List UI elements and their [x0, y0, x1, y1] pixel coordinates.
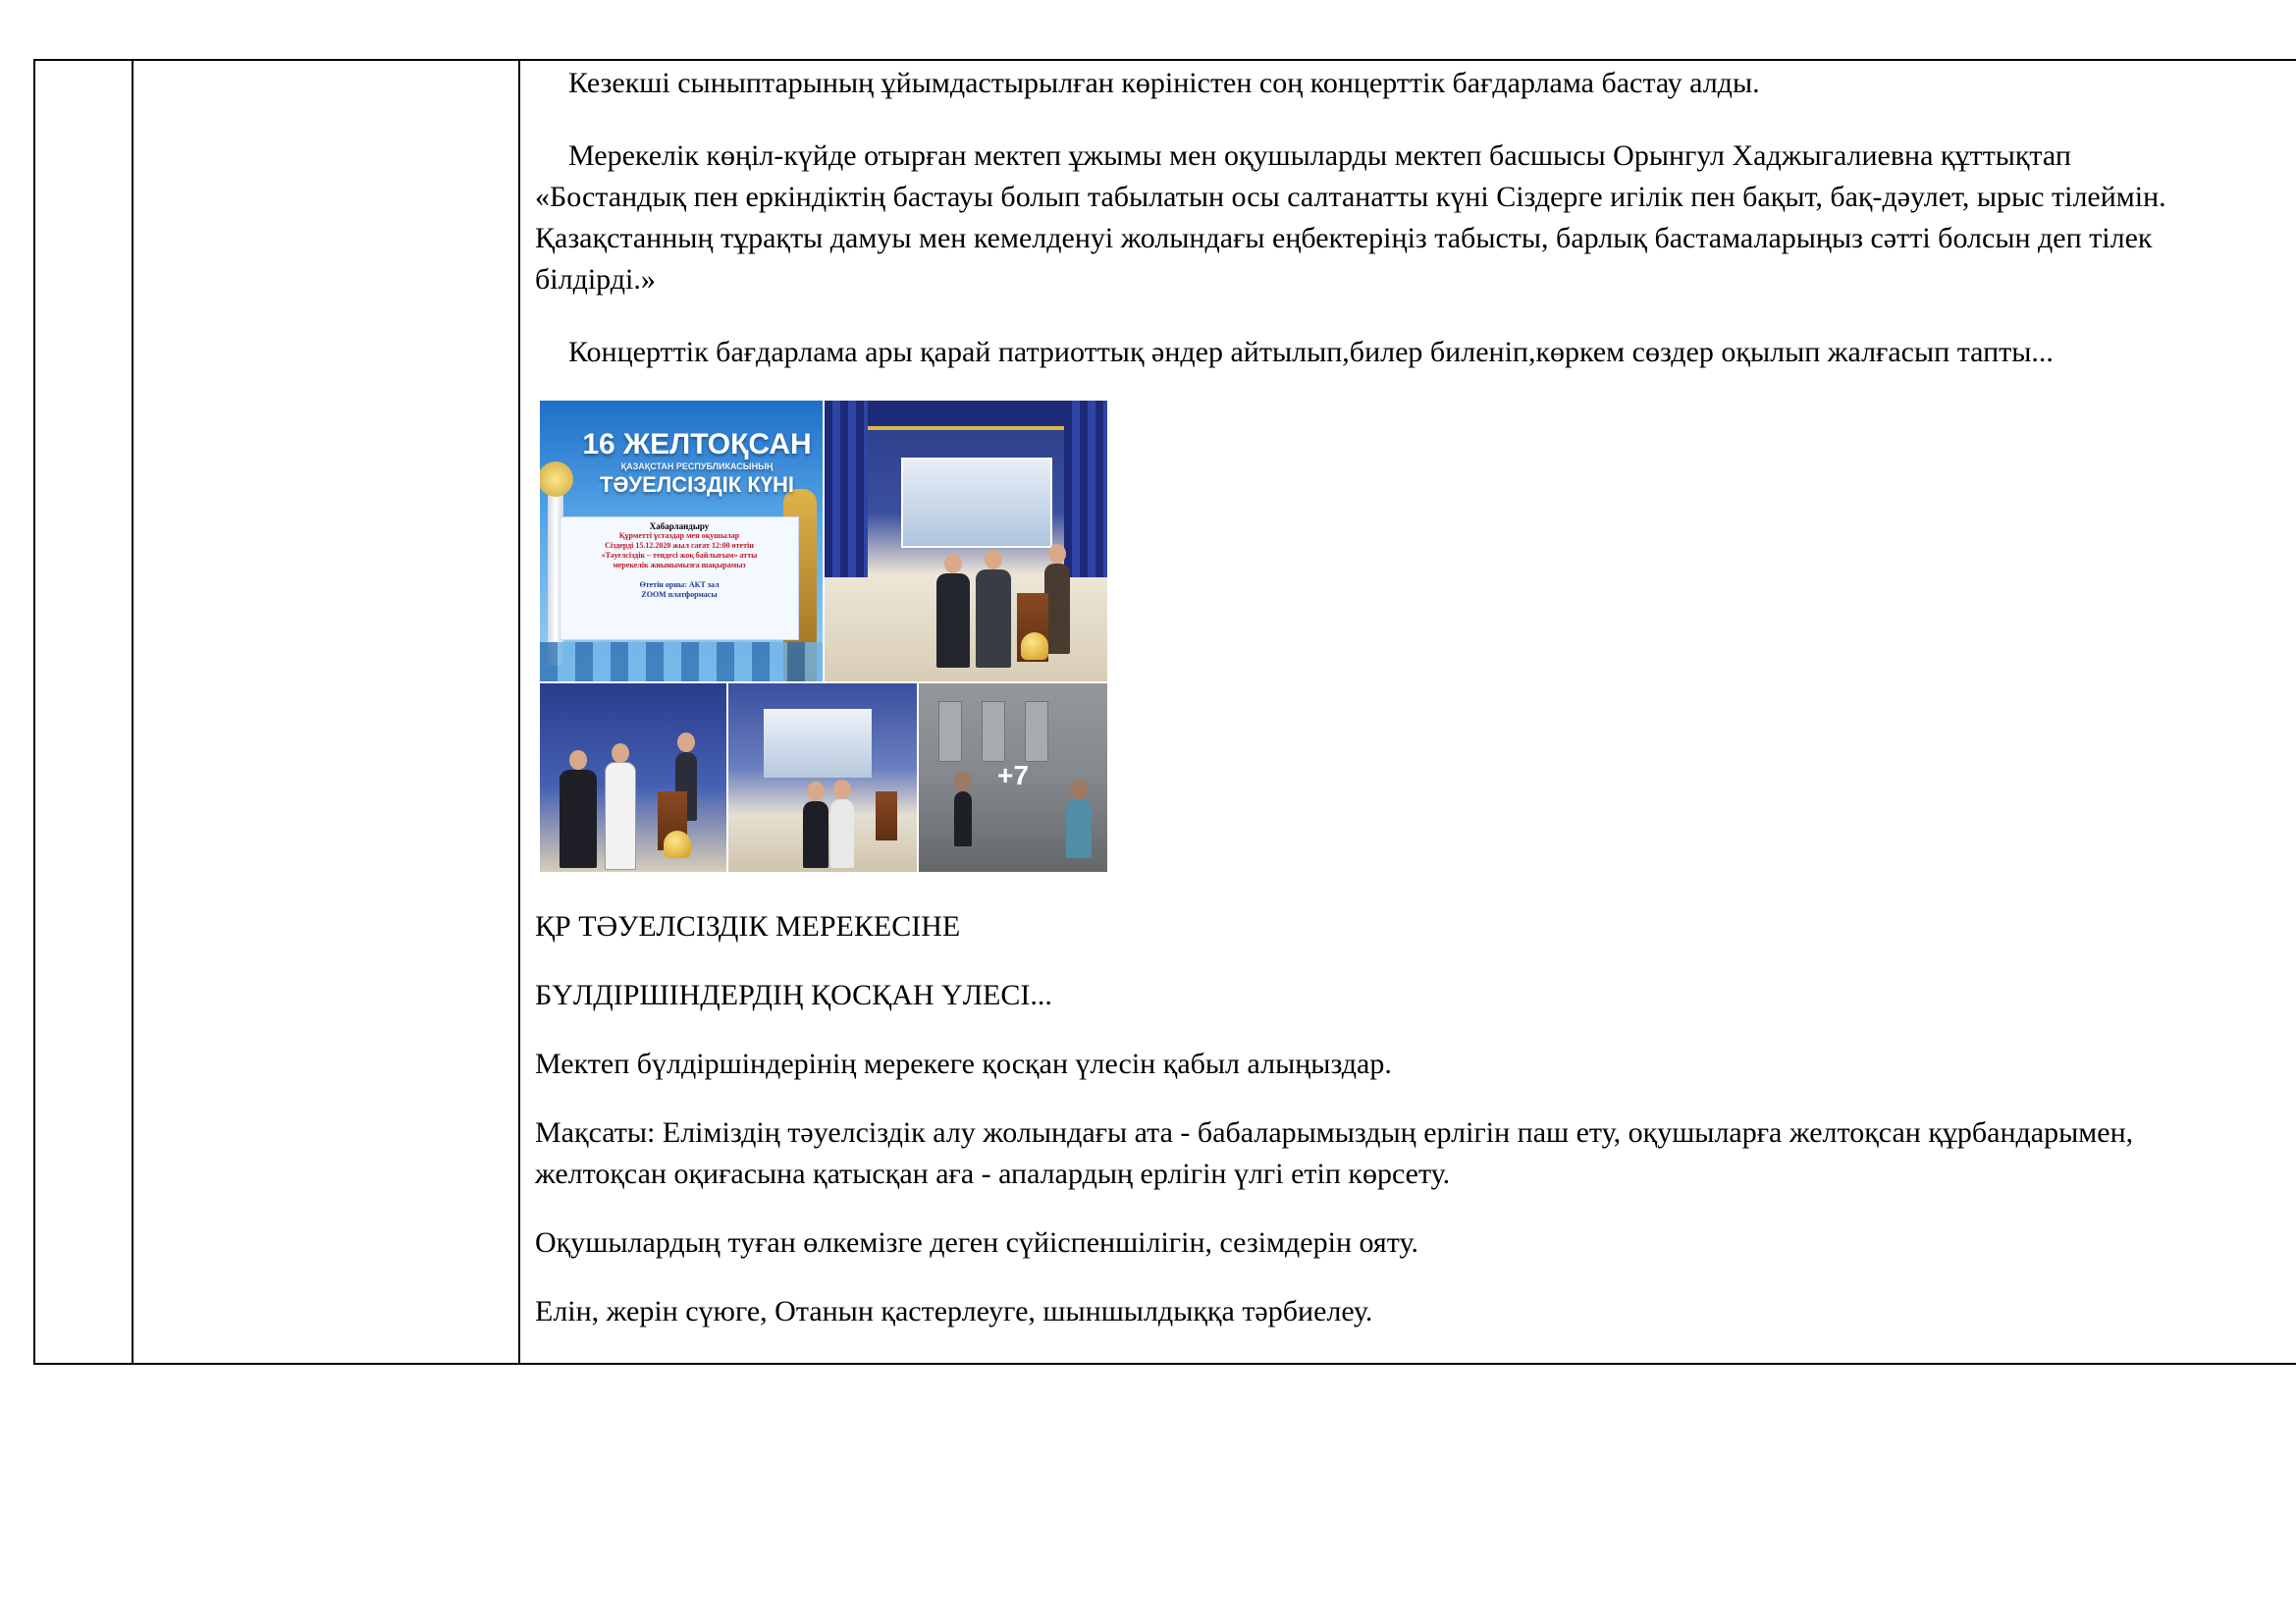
more-photos-count[interactable]: +7 [997, 760, 1029, 790]
paragraph-concert-start: Кезекші сыныптарының ұйымдастырылған көріністен соң концерттік бағдарлама бастау алды. [568, 67, 1760, 99]
person-figure [560, 770, 597, 868]
bell-icon [664, 831, 691, 858]
person-figure [830, 799, 854, 868]
projector-screen [764, 709, 872, 778]
document-table [33, 59, 2296, 1365]
notice-line-1: Құрметті ұстаздар мен оқушылар [618, 531, 740, 540]
person-figure [605, 762, 636, 870]
paragraph-goal-line-1: Мақсаты: Еліміздің тәуелсіздік алу жолындағы ата - бабаларымыздың ерлігін паш ету, оқушыларға желтоқсан құрбандарымен, [535, 1116, 2134, 1149]
column-divider-1 [132, 61, 133, 1363]
curtain-left [825, 401, 868, 577]
poster-photo[interactable] [540, 401, 823, 681]
notice-line-5: Өтетін орны: АКТ зал [639, 580, 720, 589]
poster-date: 16 ЖЕЛТОҚСАН [582, 428, 812, 460]
stage-award-photo[interactable] [825, 401, 1107, 681]
bell-icon [1021, 632, 1048, 660]
person-figure [976, 569, 1011, 668]
heading-contribution: БҮЛДІРШІНДЕРДІҢ ҚОСҚАН ҮЛЕСІ... [535, 979, 1052, 1011]
notice-line-6: ZOOM платформасы [641, 590, 718, 599]
paragraph-greeting-line-4: білдірді.» [535, 263, 656, 296]
paragraph-concert-continue: Концерттік бағдарлама ары қарай патриоттық әндер айтылып,билер биленіп,көркем сөздер оқылып жалғасып тапты... [568, 336, 2054, 368]
notice-line-2: Сіздерді 15.12.2020 жыл сағат 12:00 өтетін [605, 541, 754, 550]
ceremony-photo-1[interactable] [540, 683, 726, 872]
paragraph-greeting-line-1: Мерекелік көңіл-күйде отырған мектеп ұжымы мен оқушыларды мектеп басшысы Орынгул Хаджыгалиевна құттықтап [568, 139, 2071, 172]
notice-line-4: мерекелік жиынымызға шақырамыз [613, 561, 746, 569]
paragraph-greeting-line-3: Қазақстанның тұрақты дамуы мен кемелденуі жолындағы еңбектеріңіз табысты, барлық бастамаларыңыз сәтті болсын деп тілек [535, 222, 2153, 254]
poster-subtitle: ҚАЗАҚСТАН РЕСПУБЛИКАСЫНЫҢ [620, 461, 774, 471]
column-divider-2 [518, 61, 520, 1363]
poster-notice [560, 516, 799, 640]
heading-independence: ҚР ТӘУЕЛСІЗДІК МЕРЕКЕСІНЕ [535, 910, 961, 943]
paragraph-accept: Мектеп бүлдіршіндерінің мерекеге қосқан үлесін қабыл алыңыздар. [535, 1048, 1392, 1080]
curtain-right [1064, 401, 1107, 577]
paragraph-love-homeland: Оқушылардың туған өлкемізге деген сүйіспеншілігін, сезімдерін ояту. [535, 1226, 1418, 1259]
poster-ornament [540, 642, 823, 681]
poster-banner [579, 428, 815, 498]
photo-collage[interactable] [540, 401, 1107, 872]
ceremony-photo-2[interactable] [728, 683, 917, 872]
paragraph-greeting-line-2: «Бостандық пен еркіндіктің бастауы болып табылатын осы салтанатты күні Сіздерге игілік пен бақыт, бақ-дәулет, ырыс тілеймін. [535, 181, 2166, 213]
podium [876, 791, 897, 840]
notice-title: Хабарландыру [649, 521, 710, 531]
person-figure [936, 573, 970, 668]
paragraph-goal-line-2: желтоқсан оқиғасына қатысқан аға - апалардың ерлігін үлгі етіп көрсету. [535, 1158, 1451, 1190]
notice-line-3: «Тәуелсіздік – тендесі жоқ байлығым» атты [601, 551, 758, 560]
person-figure [803, 801, 828, 868]
projector-screen [901, 458, 1052, 548]
poster-title: ТӘУЕЛСІЗДІК КҮНІ [600, 472, 794, 497]
paragraph-education: Елін, жерін сүюге, Отанын қастерлеуге, шыншылдыққа тәрбиелеу. [535, 1295, 1373, 1327]
hall-photo-more[interactable] [919, 683, 1107, 872]
